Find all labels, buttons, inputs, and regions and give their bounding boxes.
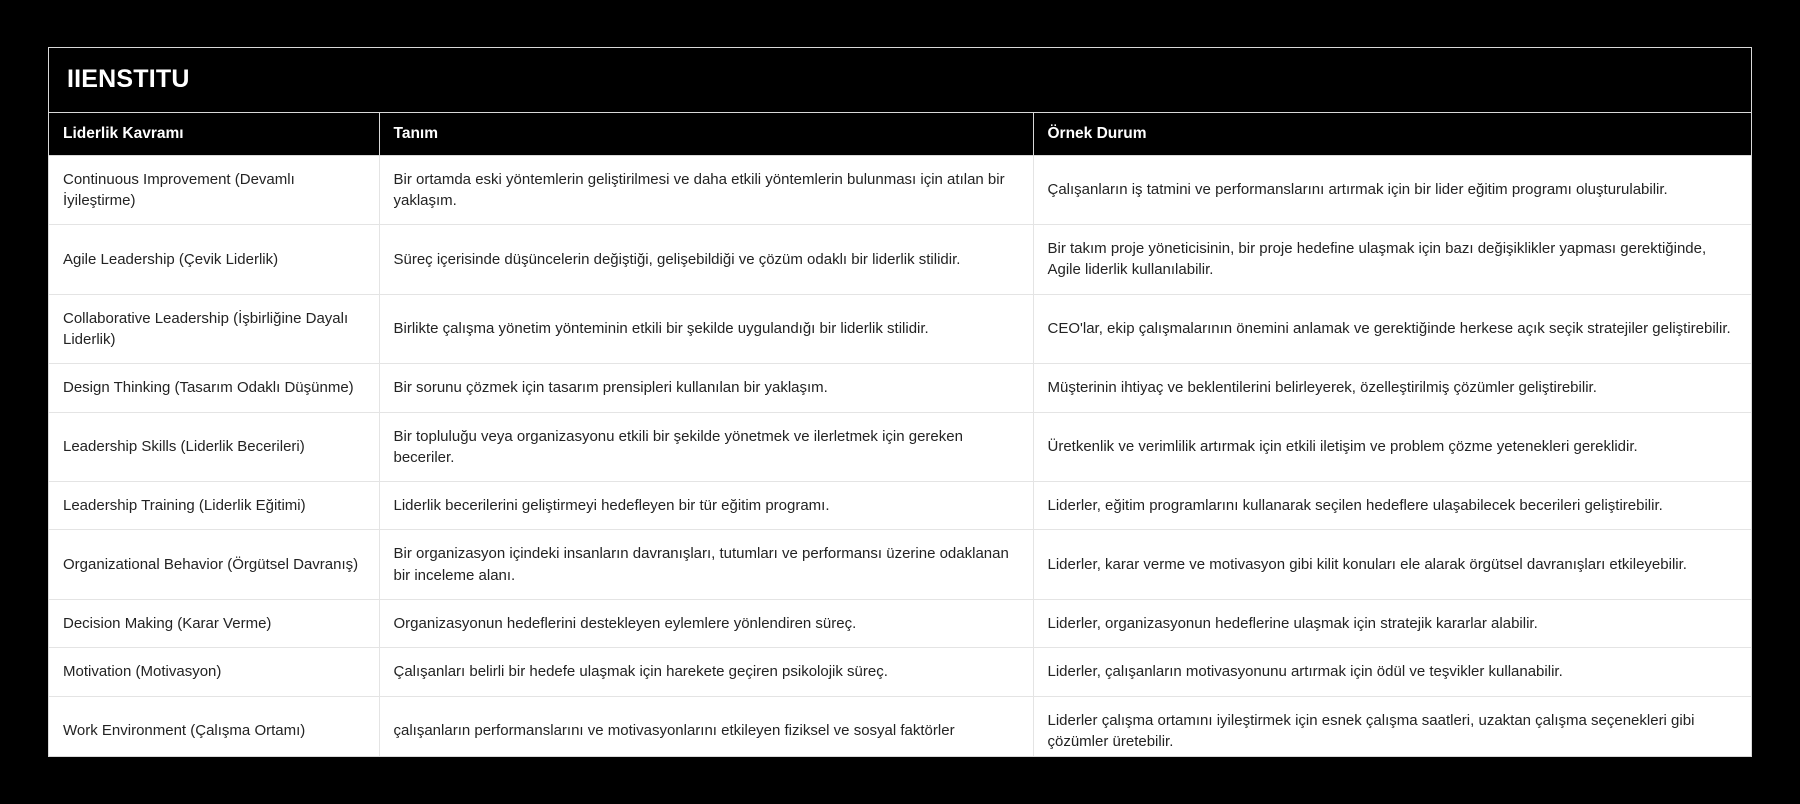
leadership-concepts-table-container bbox=[48, 47, 1752, 757]
cell-concept: Work Environment (Çalışma Ortamı) bbox=[49, 696, 379, 757]
brand-title: IIENSTITU bbox=[67, 65, 190, 93]
table-row bbox=[49, 225, 1751, 295]
table-row bbox=[49, 294, 1751, 364]
table-row bbox=[49, 412, 1751, 482]
column-header-definition: Tanım bbox=[379, 112, 1033, 155]
cell-definition: Birlikte çalışma yönetim yönteminin etkili bir şekilde uygulandığı bir liderlik stilidir. bbox=[379, 294, 1033, 364]
cell-concept: Leadership Training (Liderlik Eğitimi) bbox=[49, 482, 379, 530]
cell-example: Liderler, eğitim programlarını kullanarak seçilen hedeflere ulaşabilecek becerileri geliştirebilir. bbox=[1033, 482, 1751, 530]
cell-concept: Continuous Improvement (Devamlı İyileştirme) bbox=[49, 155, 379, 225]
cell-definition: Bir ortamda eski yöntemlerin geliştirilmesi ve daha etkili yöntemlerin bulunması için atılan bir yaklaşım. bbox=[379, 155, 1033, 225]
table-row bbox=[49, 155, 1751, 225]
column-header-concept: Liderlik Kavramı bbox=[49, 112, 379, 155]
cell-example: Liderler, karar verme ve motivasyon gibi kilit konuları ele alarak örgütsel davranışları etkileyebilir. bbox=[1033, 530, 1751, 600]
cell-definition: Organizasyonun hedeflerini destekleyen eylemlere yönlendiren süreç. bbox=[379, 600, 1033, 648]
cell-definition: Bir organizasyon içindeki insanların davranışları, tutumları ve performansı üzerine odaklanan bir inceleme alanı. bbox=[379, 530, 1033, 600]
cell-definition: Bir topluluğu veya organizasyonu etkili bir şekilde yönetmek ve ilerletmek için gereken beceriler. bbox=[379, 412, 1033, 482]
table-body bbox=[49, 155, 1751, 757]
cell-example: Liderler çalışma ortamını iyileştirmek için esnek çalışma saatleri, uzaktan çalışma seçenekleri gibi çözümler üretebilir. bbox=[1033, 696, 1751, 757]
table-row bbox=[49, 530, 1751, 600]
table-row bbox=[49, 600, 1751, 648]
cell-definition: Liderlik becerilerini geliştirmeyi hedefleyen bir tür eğitim programı. bbox=[379, 482, 1033, 530]
leadership-concepts-table bbox=[49, 48, 1751, 757]
cell-concept: Agile Leadership (Çevik Liderlik) bbox=[49, 225, 379, 295]
cell-concept: Collaborative Leadership (İşbirliğine Dayalı Liderlik) bbox=[49, 294, 379, 364]
table-row bbox=[49, 696, 1751, 757]
brand-row bbox=[49, 48, 1751, 112]
cell-definition: Bir sorunu çözmek için tasarım prensipleri kullanılan bir yaklaşım. bbox=[379, 364, 1033, 412]
cell-concept: Organizational Behavior (Örgütsel Davranış) bbox=[49, 530, 379, 600]
table-head bbox=[49, 48, 1751, 155]
cell-concept: Leadership Skills (Liderlik Becerileri) bbox=[49, 412, 379, 482]
cell-example: Çalışanların iş tatmini ve performanslarını artırmak için bir lider eğitim programı oluşturulabilir. bbox=[1033, 155, 1751, 225]
cell-example: Liderler, organizasyonun hedeflerine ulaşmak için stratejik kararlar alabilir. bbox=[1033, 600, 1751, 648]
cell-definition: çalışanların performanslarını ve motivasyonlarını etkileyen fiziksel ve sosyal faktörler bbox=[379, 696, 1033, 757]
cell-example: Bir takım proje yöneticisinin, bir proje hedefine ulaşmak için bazı değişiklikler yapması gerektiğinde, Agile liderlik kullanılabilir. bbox=[1033, 225, 1751, 295]
table-row bbox=[49, 482, 1751, 530]
table-row bbox=[49, 364, 1751, 412]
cell-concept: Decision Making (Karar Verme) bbox=[49, 600, 379, 648]
cell-example: Üretkenlik ve verimlilik artırmak için etkili iletişim ve problem çözme yetenekleri gereklidir. bbox=[1033, 412, 1751, 482]
cell-example: Liderler, çalışanların motivasyonunu artırmak için ödül ve teşvikler kullanabilir. bbox=[1033, 648, 1751, 696]
cell-concept: Motivation (Motivasyon) bbox=[49, 648, 379, 696]
table-header-row bbox=[49, 112, 1751, 155]
brand-cell bbox=[49, 48, 1751, 112]
cell-definition: Çalışanları belirli bir hedefe ulaşmak için harekete geçiren psikolojik süreç. bbox=[379, 648, 1033, 696]
cell-example: CEO'lar, ekip çalışmalarının önemini anlamak ve gerektiğinde herkese açık seçik stratejiler geliştirebilir. bbox=[1033, 294, 1751, 364]
column-header-example: Örnek Durum bbox=[1033, 112, 1751, 155]
cell-definition: Süreç içerisinde düşüncelerin değiştiği, gelişebildiği ve çözüm odaklı bir liderlik stilidir. bbox=[379, 225, 1033, 295]
cell-example: Müşterinin ihtiyaç ve beklentilerini belirleyerek, özelleştirilmiş çözümler geliştirebilir. bbox=[1033, 364, 1751, 412]
table-row bbox=[49, 648, 1751, 696]
cell-concept: Design Thinking (Tasarım Odaklı Düşünme) bbox=[49, 364, 379, 412]
